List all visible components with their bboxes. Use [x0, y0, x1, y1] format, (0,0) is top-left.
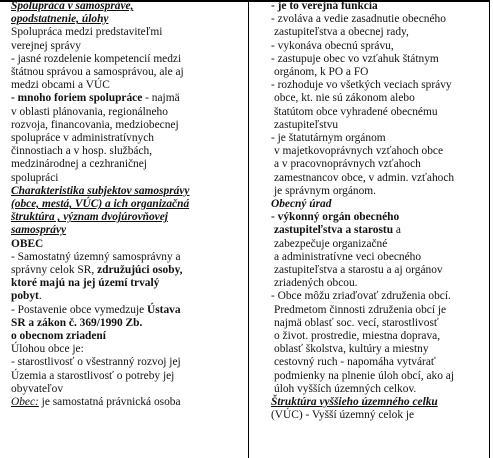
paragraph-forms: [11, 92, 240, 184]
text-line: činnostiach a v hosp. službách,: [11, 145, 153, 158]
section-heading-municipal-office: Obecný úrad: [271, 198, 332, 211]
text-line: orgánom, k PO a FO: [274, 66, 369, 79]
text-line: v majetkovoprávnych vzťahoch obce: [274, 145, 444, 158]
bold-phrase: združujúci osoby,: [97, 264, 183, 277]
text-line: - Obce môžu zriaďovať združenia obcí.: [271, 290, 451, 303]
paragraph-municipal-associations: [271, 290, 490, 396]
text-line: [11, 92, 240, 105]
heading-line: (obce, mestá, VÚC) a ich organizačná: [11, 198, 190, 211]
text-line: štatútom obce vyhradené obecnému: [274, 105, 438, 118]
paragraph-obec-tasks: [11, 343, 240, 396]
text-line: najmä oblasť soc. vecí, starostlivosť: [274, 316, 439, 329]
section-heading-vuc-structure: Štruktúra vyššieho územného celku: [271, 396, 438, 409]
text-span: je samostatná právnická osoba: [38, 396, 181, 409]
right-column: [254, 0, 493, 458]
text-line: SR a zákon č. 369/1990 Zb.: [11, 316, 143, 329]
heading-line: opodstatnenie, úlohy: [11, 13, 109, 26]
paragraph-municipal-office: [271, 211, 490, 290]
text-line: [11, 264, 240, 277]
text-span: .: [38, 290, 42, 303]
italic-label: Obec:: [11, 396, 39, 409]
text-line: medzinárodnej a cezhraničnej: [11, 158, 147, 171]
paragraph-cooperation: [11, 26, 240, 52]
mayor-duty-statutory: [271, 132, 490, 198]
paragraph-obec-legal: [11, 304, 240, 344]
left-column: [0, 0, 244, 458]
text-line: a administratívne veci obecného: [274, 250, 422, 263]
text-line: zastupiteľstvu: [274, 118, 339, 131]
text-line: úloh vyšších územných celkov.: [274, 382, 417, 395]
bold-phrase: pobyt: [11, 290, 39, 303]
text-line: - je štatutárnym orgánom: [271, 132, 386, 145]
paragraph-obec-legal-person: [11, 396, 240, 409]
text-line: spolupráci: [11, 171, 59, 184]
text-span: a: [393, 224, 401, 237]
text-line: rozvoja, financovania, medziobecnej: [11, 118, 179, 131]
mayor-duty-decisions: [271, 79, 490, 132]
mayor-duty-sessions: [271, 13, 490, 39]
bold-phrase: - mnoho foriem spolupráce: [11, 92, 143, 105]
text-line: obce, kt. nie sú zákonom alebo: [274, 92, 415, 105]
text-line: - Samostatný územný samosprávny a: [11, 250, 181, 263]
text-line: cestovný ruch - napomáha vytvárať: [274, 356, 436, 369]
text-line: medzi obcami a VÚC: [11, 79, 110, 92]
text-line: o život. prostredie, miestna doprava,: [274, 330, 441, 343]
text-line: - zvoláva a vedie zasadnutie obecného: [271, 13, 446, 26]
text-line: [271, 224, 490, 237]
section-heading-subjects: [11, 185, 240, 238]
heading-line: Charakteristika subjektov samosprávy: [11, 184, 190, 197]
text-line: - zastupuje obec vo vzťahuk štátnym: [271, 52, 439, 65]
text-line: spolupráce v administratívnych: [11, 132, 154, 145]
text-line: - rozhoduje vo všetkých veciach správy: [271, 79, 452, 92]
text-line: Predmetom činnosti združenia obcí je: [274, 303, 447, 316]
text-span: správny celok SR,: [11, 264, 98, 277]
heading-line: štruktúra , význam dvojúrovňovej: [11, 211, 168, 224]
text-line: štátnou správou a samosprávou, ale aj: [11, 66, 184, 79]
text-line: [11, 304, 240, 317]
text-line: oblasť školstva, kultúry a miestny: [274, 343, 429, 356]
text-line: ktoré majú na jej území trvalý: [11, 277, 160, 290]
text-span: - Postavenie obce vymedzuje: [11, 303, 148, 316]
text-line: v oblasti plánovania, regionálneho: [11, 105, 168, 118]
text-line: Územia a starostlivosť o potreby jej: [11, 369, 175, 382]
obec-title: OBEC: [11, 237, 44, 250]
text-line: zriadených obcou.: [274, 277, 358, 290]
paragraph-competences: [11, 53, 240, 93]
bold-phrase: Ústava: [147, 303, 181, 316]
text-line: a v pracovnoprávnych vzťahoch: [274, 158, 421, 171]
text-line: Úlohou obce je:: [11, 343, 84, 356]
text-span: - najmä: [142, 92, 180, 105]
text-line: [11, 290, 240, 303]
section-heading-cooperation: [11, 0, 240, 26]
text-line: verejnej správy: [11, 39, 81, 52]
mayor-public-function: - je to verejná funkcia: [271, 0, 378, 12]
paragraph-obec-definition: [11, 251, 240, 304]
text-line: - jasné rozdelenie kompetencií medzi: [11, 52, 182, 65]
text-line: obyvateľov: [11, 382, 64, 395]
text-line: - výkonný orgán obecného: [271, 211, 400, 224]
bold-phrase: zastupiteľstva a starostu: [274, 224, 394, 237]
paragraph-vuc-partial: (VÚC) - Vyšší územný celok je: [271, 409, 415, 422]
text-line: je správnym orgánom.: [274, 184, 376, 197]
text-line: zamestnancov obce, v admin. vzťahoch: [274, 171, 455, 184]
heading-line: Spolupráca v samospráve,: [11, 0, 134, 12]
text-line: o obecnom zriadení: [11, 330, 106, 343]
text-line: [11, 396, 240, 409]
text-line: zastupiteľstva a starostu a aj orgánov: [274, 264, 443, 277]
mayor-duty-representation: [271, 53, 490, 79]
text-line: podmienky na plnenie úloh obcí, ako aj: [274, 369, 454, 382]
heading-line: samosprávy: [11, 224, 67, 237]
mayor-duty-administration: - vykonáva obecnú správu,: [271, 39, 394, 52]
text-line: zastupiteľstva a obecnej rady,: [274, 26, 409, 39]
text-line: zabezpečuje organizačné: [274, 237, 388, 250]
text-line: Spolupráca medzi predstaviteľmi: [11, 26, 163, 39]
column-divider: [248, 0, 249, 458]
text-line: - starostlivosť o všestranný rozvoj jej: [11, 356, 181, 369]
